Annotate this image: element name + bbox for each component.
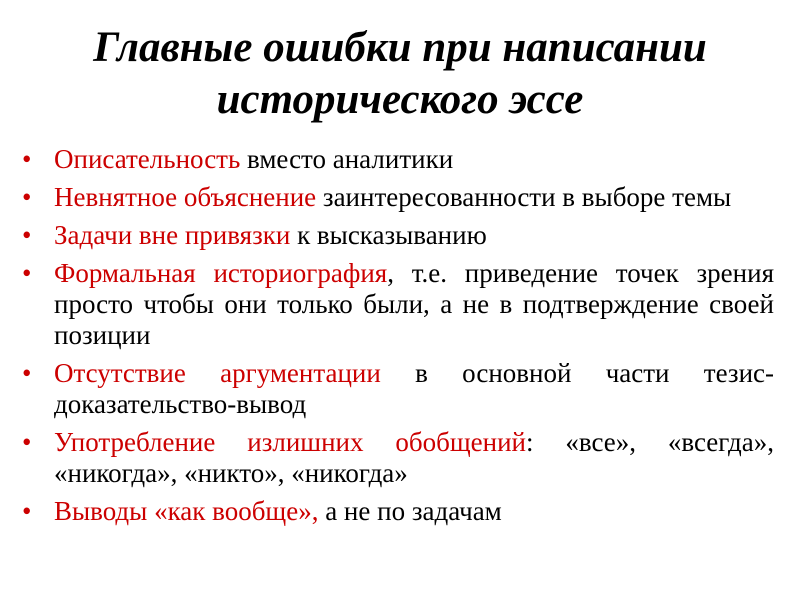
list-item-text: : «все», «всегда», «никогда», «никто», «никогда»: [54, 427, 774, 488]
slide-title: [0, 22, 800, 126]
list-item-highlight: Употребление излишних обобщений: [54, 427, 526, 457]
list-item-formal-historiography: [22, 258, 774, 351]
title-line-2: исторического эссе: [216, 76, 584, 123]
bullet-dot-icon: •: [22, 258, 32, 288]
list-item-general-conclusions: [22, 496, 774, 527]
list-item-text: в основной части тезис-доказательство-вывод: [54, 358, 775, 419]
list-item-no-argumentation: [22, 358, 774, 420]
list-item-text: , т.е. приведение точек зрения просто чтобы они только были, а не в подтверждение своей позиции: [54, 258, 774, 350]
list-item-highlight: Выводы «как вообще»,: [54, 496, 319, 526]
list-item-highlight: Описательность: [54, 144, 241, 174]
list-item-highlight: Отсутствие аргументации: [54, 358, 381, 388]
list-item-descriptiveness: [22, 144, 774, 175]
error-list: [22, 144, 774, 534]
list-item-unbound-tasks: [22, 220, 774, 251]
bullet-dot-icon: •: [22, 182, 32, 212]
list-item-highlight: Невнятное объяснение: [54, 182, 317, 212]
list-item-text: заинтересованности в выборе темы: [316, 182, 732, 212]
title-line-1: Главные ошибки при написании: [93, 24, 707, 71]
list-item-unclear-explanation: [22, 182, 774, 213]
list-item-highlight: Формальная историография: [54, 258, 388, 288]
list-item-highlight: Задачи вне привязки: [54, 220, 291, 250]
list-item-overgeneralization: [22, 427, 774, 489]
bullet-dot-icon: •: [22, 496, 32, 526]
list-item-text: а не по задачам: [318, 496, 502, 526]
bullet-dot-icon: •: [22, 427, 32, 457]
list-item-text: вместо аналитики: [240, 144, 454, 174]
bullet-dot-icon: •: [22, 144, 32, 174]
bullet-dot-icon: •: [22, 358, 32, 388]
list-item-text: к высказыванию: [290, 220, 487, 250]
bullet-dot-icon: •: [22, 220, 32, 250]
